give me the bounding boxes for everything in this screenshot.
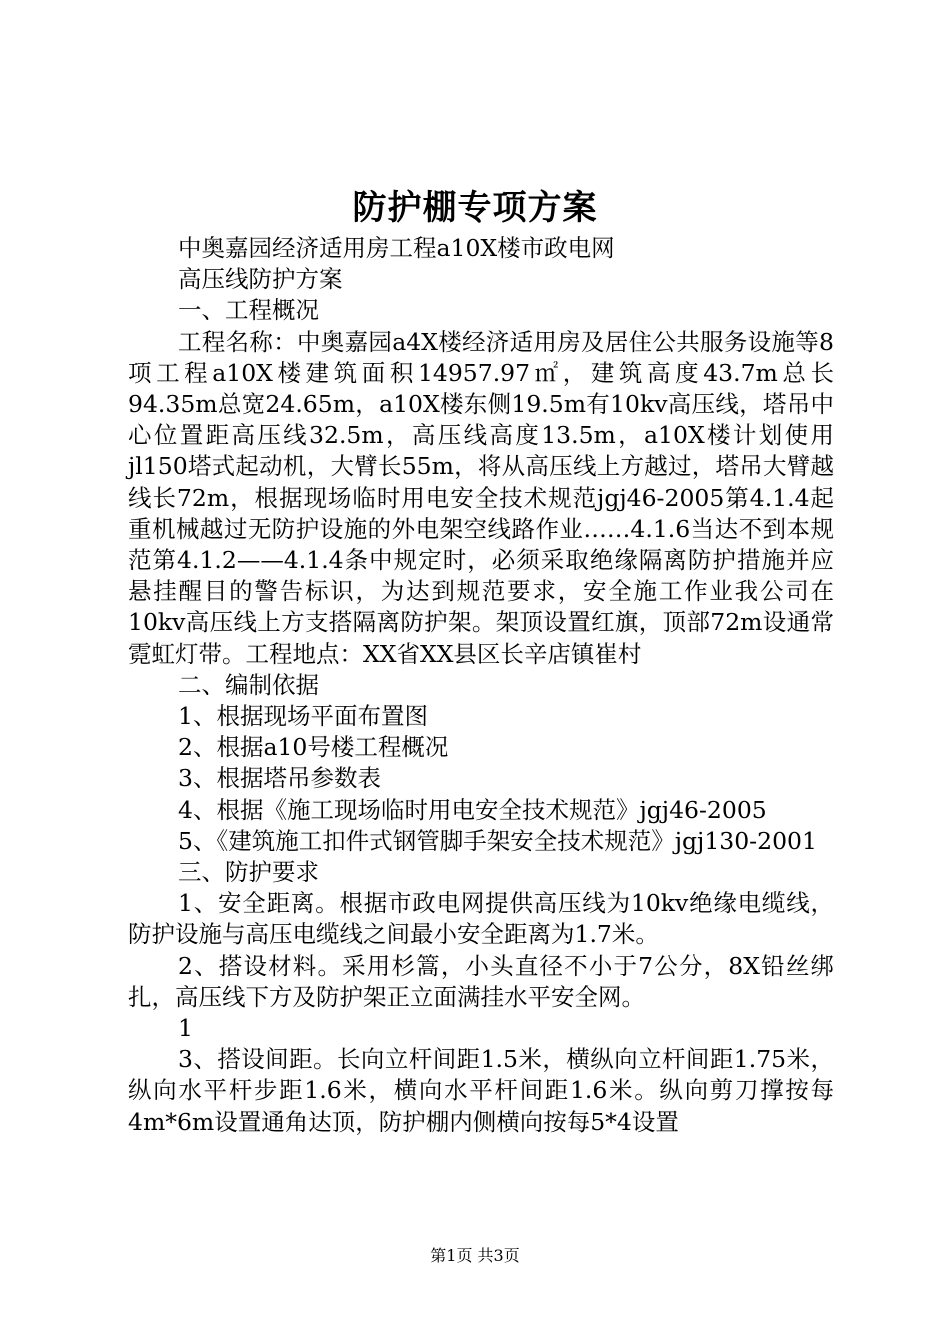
section-heading-requirements: 三、防护要求 bbox=[178, 858, 319, 887]
section-heading-basis: 二、编制依据 bbox=[178, 670, 319, 699]
page-footer: 第1页 共3页 bbox=[430, 1246, 520, 1265]
subtitle-line-2: 高压线防护方案 bbox=[178, 265, 343, 294]
document-body bbox=[128, 233, 834, 1138]
basis-item-2: 2、根据a10号楼工程概况 bbox=[178, 733, 449, 762]
basis-item-4: 4、根据《施工现场临时用电安全技术规范》jgj46-2005 bbox=[178, 795, 767, 824]
basis-item-3: 3、根据塔吊参数表 bbox=[178, 764, 381, 793]
inline-page-number: 1 bbox=[178, 1014, 193, 1043]
requirement-item-3: 3、搭设间距。长向立杆间距1.5米，横纵向立杆间距1.75米，纵向水平杆步距1.6米，横向水平杆间距1.6米。纵向剪刀撑按每4m*6m设置通角达顶，防护棚内侧横向按每5*4设置 bbox=[128, 1045, 834, 1136]
overview-paragraph: 工程名称：中奥嘉园a4X楼经济适用房及居住公共服务设施等8项工程a10X楼建筑面积14957.97㎡，建筑高度43.7m总长94.35m总宽24.65m，a10X楼东侧19.5m有10kv高压线，塔吊中心位置距高压线32.5m，高压线高度13.5m，a10X楼计划使用jl150塔式起动机，大臂长55m，将从高压线上方越过，塔吊大臂越线长72m，根据现场临时用电安全技术规范jgj46-2005第4.1.4起重机械越过无防护设施的外电架空线路作业……4.1.6当达不到本规范第4.1.2——4.1.4条中规定时，必须采取绝缘隔离防护措施并应悬挂醒目的警告标识，为达到规范要求，安全施工作业我公司在10kv高压线上方支搭隔离防护架。架顶设置红旗，顶部72m设通常霓虹灯带。工程地点：XX省XX县区长辛店镇崔村 bbox=[128, 327, 834, 668]
basis-item-5: 5、《建筑施工扣件式钢管脚手架安全技术规范》jgj130-2001 bbox=[178, 826, 817, 855]
subtitle-line-1: 中奥嘉园经济适用房工程a10X楼市政电网 bbox=[178, 234, 615, 262]
basis-item-1: 1、根据现场平面布置图 bbox=[178, 702, 428, 731]
section-heading-overview: 一、工程概况 bbox=[178, 296, 319, 325]
requirement-item-2: 2、搭设材料。采用杉篙，小头直径不小于7公分，8X铅丝绑扎，高压线下方及防护架正立面满挂水平安全网。 bbox=[128, 951, 834, 1011]
document-title: 防护棚专项方案 bbox=[352, 188, 598, 228]
requirement-item-1: 1、安全距离。根据市政电网提供高压线为10kv绝缘电缆线，防护设施与高压电缆线之间最小安全距离为1.7米。 bbox=[128, 889, 834, 949]
